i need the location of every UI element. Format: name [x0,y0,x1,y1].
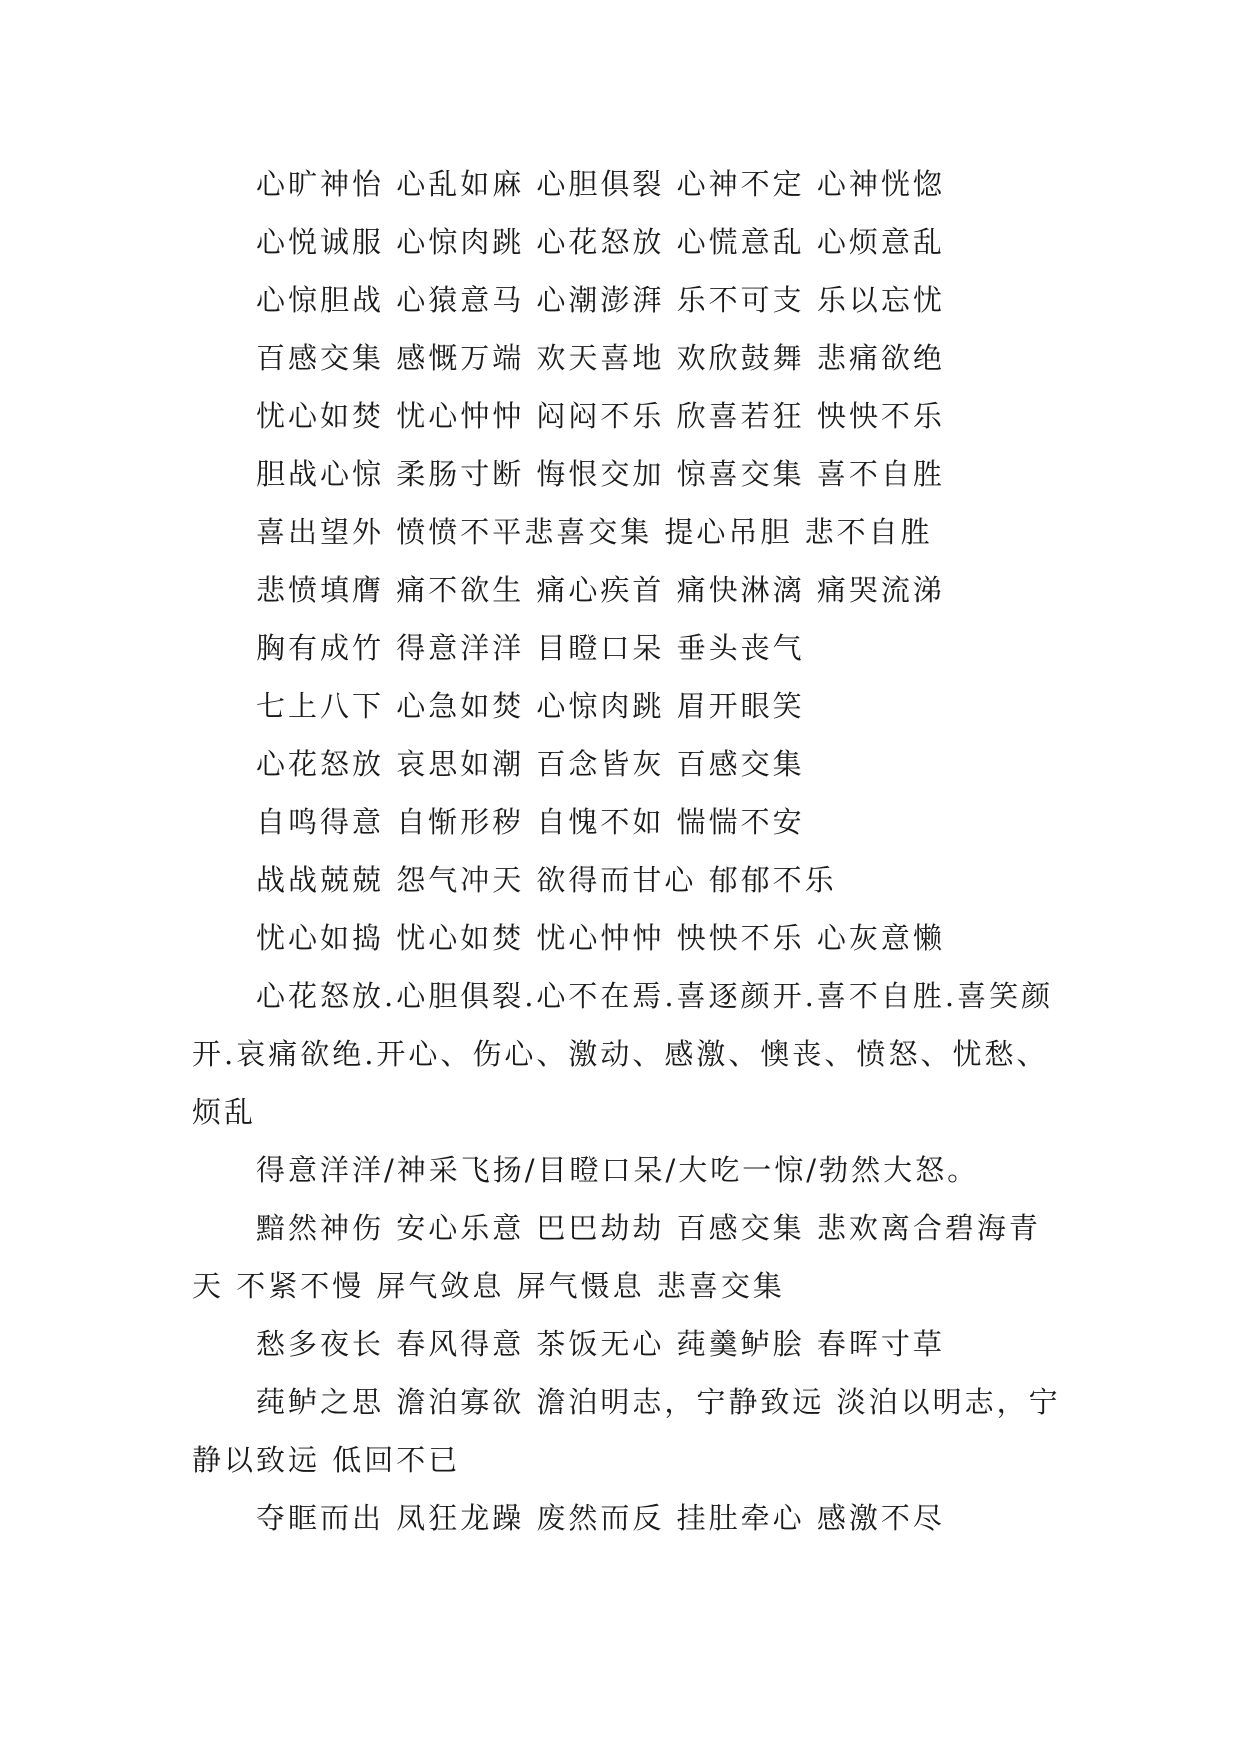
paragraph-15: 心花怒放.心胆俱裂.心不在焉.喜逐颜开.喜不自胜.喜笑颜开.哀痛欲绝.开心、伤心、激动、感激、懊丧、愤怒、忧愁、烦乱 [192,979,1054,1129]
paragraph-14: 忧心如捣 忧心如焚 忧心忡忡 怏怏不乐 心灰意懒 [256,921,945,955]
paragraph-16: 得意洋洋/神采飞扬/目瞪口呆/大吃一惊/勃然大怒。 [256,1153,980,1187]
paragraph-5: 忧心如焚 忧心忡忡 闷闷不乐 欣喜若狂 怏怏不乐 [256,399,945,433]
document-body [192,155,1072,1547]
paragraph-19: 莼鲈之思 澹泊寡欲 澹泊明志，宁静致远 淡泊以明志，宁静以致远 低回不已 [192,1385,1061,1477]
paragraph-10: 七上八下 心急如焚 心惊肉跳 眉开眼笑 [256,689,805,723]
paragraph-9: 胸有成竹 得意洋洋 目瞪口呆 垂头丧气 [256,631,805,665]
paragraph-13: 战战兢兢 怨气冲天 欲得而甘心 郁郁不乐 [256,863,837,897]
paragraph-7: 喜出望外 愤愤不平悲喜交集 提心吊胆 悲不自胜 [256,515,933,549]
paragraph-11: 心花怒放 哀思如潮 百念皆灰 百感交集 [256,747,805,781]
paragraph-3: 心惊胆战 心猿意马 心潮澎湃 乐不可支 乐以忘忧 [256,283,945,317]
paragraph-12: 自鸣得意 自惭形秽 自愧不如 惴惴不安 [256,805,805,839]
paragraph-18: 愁多夜长 春风得意 茶饭无心 莼羹鲈脍 春晖寸草 [256,1327,945,1361]
paragraph-4: 百感交集 感慨万端 欢天喜地 欢欣鼓舞 悲痛欲绝 [256,341,945,375]
paragraph-1: 心旷神怡 心乱如麻 心胆俱裂 心神不定 心神恍惚 [256,167,945,201]
paragraph-17: 黯然神伤 安心乐意 巴巴劫劫 百感交集 悲欢离合碧海青天 不紧不慢 屏气敛息 屏气慑息 悲喜交集 [192,1211,1041,1303]
paragraph-8: 悲愤填膺 痛不欲生 痛心疾首 痛快淋漓 痛哭流涕 [256,573,945,607]
paragraph-20: 夺眶而出 凤狂龙躁 废然而反 挂肚牵心 感激不尽 [256,1501,945,1535]
paragraph-2: 心悦诚服 心惊肉跳 心花怒放 心慌意乱 心烦意乱 [256,225,945,259]
paragraph-6: 胆战心惊 柔肠寸断 悔恨交加 惊喜交集 喜不自胜 [256,457,945,491]
